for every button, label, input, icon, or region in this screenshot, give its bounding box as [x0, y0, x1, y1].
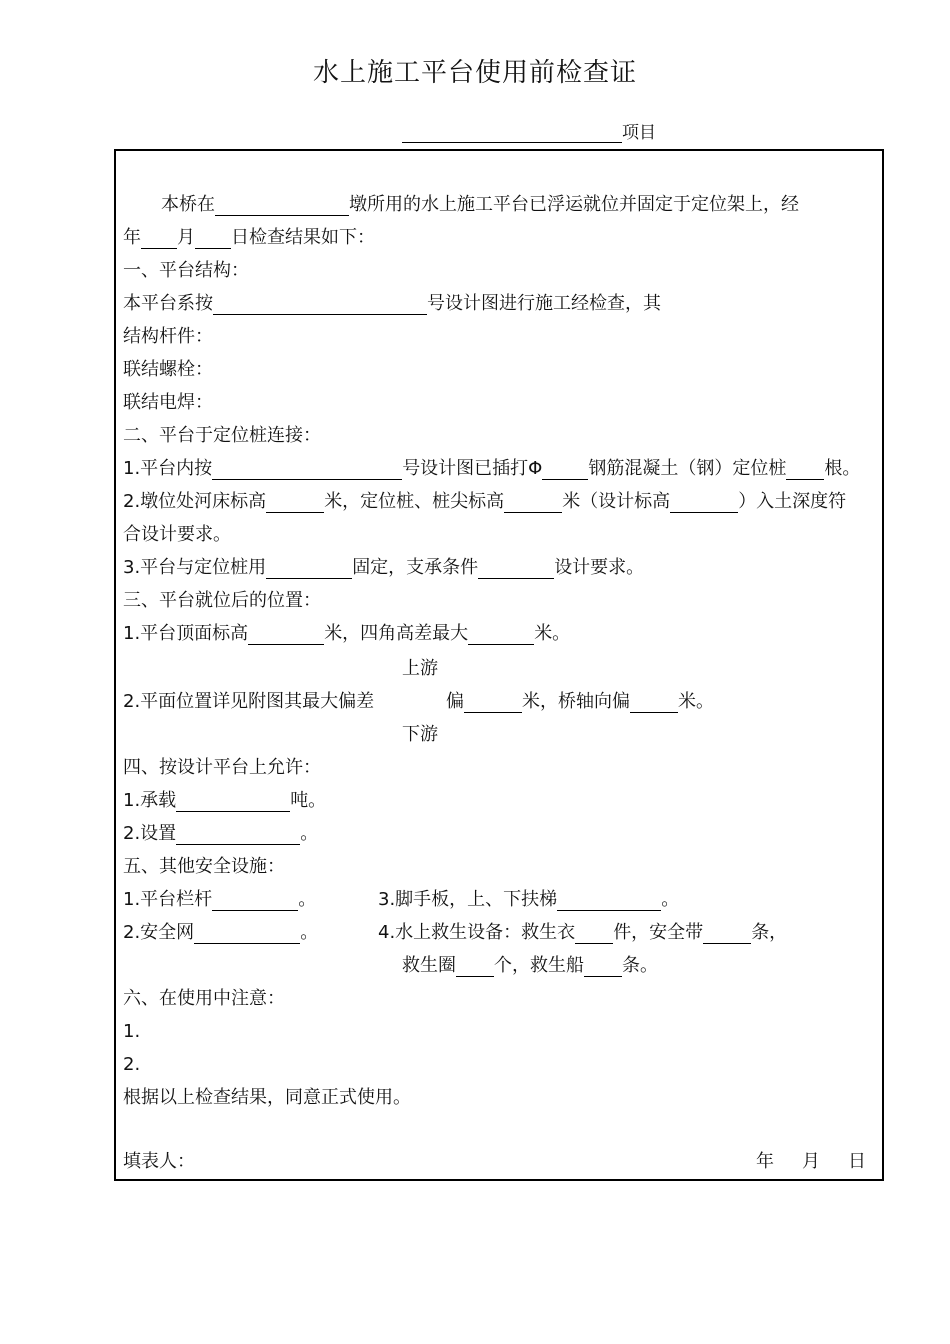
- s5-l2-b: 。: [300, 922, 319, 943]
- s2-l2-d: ）入土深度符: [738, 491, 847, 512]
- section-6-heading: 六、在使用中注意：: [123, 988, 285, 1009]
- s5-l4-c: 条，: [751, 922, 788, 943]
- s2-l2-b: 米，定位桩、桩尖标高: [324, 491, 505, 512]
- s2-l1-a: 1.平台内按: [123, 458, 213, 479]
- footer-year: 年: [756, 1151, 774, 1172]
- s2-l1-c: 钢筋混凝土（钢）定位桩: [588, 458, 787, 479]
- s1-design-line: [123, 290, 661, 318]
- intro-month: 月: [177, 227, 195, 248]
- s3-line-2: [123, 688, 374, 716]
- s3-downstream: 下游: [402, 724, 438, 745]
- s3-height-diff-blank[interactable]: [468, 622, 534, 645]
- footer-month: 月: [802, 1151, 820, 1172]
- s5-l2-a: 2.安全网: [123, 922, 195, 943]
- page-title: 水上施工平台使用前检查证: [312, 58, 637, 88]
- s2-l2-c: 米（设计标高: [562, 491, 671, 512]
- section-4-heading: 四、按设计平台上允许：: [123, 757, 321, 778]
- s5-l3-b: 。: [661, 889, 680, 910]
- s3-l1-a: 1.平台顶面标高: [123, 623, 249, 644]
- s3-offset-blank[interactable]: [464, 690, 522, 713]
- intro-year: 年: [123, 227, 141, 248]
- section-1-heading: 一、平台结构：: [123, 260, 249, 281]
- s5-safety-belt-blank[interactable]: [703, 921, 751, 944]
- s3-l1-c: 米。: [534, 623, 571, 644]
- year-blank[interactable]: [141, 226, 177, 249]
- s4-load-blank[interactable]: [176, 789, 290, 812]
- s6-item-1: 1.: [123, 1021, 141, 1042]
- s2-l2-a: 2.墩位处河床标高: [123, 491, 267, 512]
- s2-line-3: [123, 554, 644, 582]
- s5-line-4b: [402, 952, 658, 980]
- intro-line-1: [123, 191, 799, 219]
- section-3-heading: 三、平台就位后的位置：: [123, 590, 321, 611]
- s3-axial-offset-blank[interactable]: [630, 690, 678, 713]
- s2-tip-elev-blank[interactable]: [504, 490, 562, 513]
- s2-l1-d: 根。: [824, 458, 861, 479]
- s2-diameter-blank[interactable]: [542, 457, 588, 480]
- s5-net-blank[interactable]: [194, 921, 300, 944]
- s2-pile-count-blank[interactable]: [786, 457, 824, 480]
- footer-day: 日: [848, 1151, 866, 1172]
- s2-support-blank[interactable]: [478, 556, 554, 579]
- s3-line-2-right: [446, 688, 714, 716]
- s2-l3-a: 3.平台与定位桩用: [123, 557, 267, 578]
- s5-l3-a: 3.脚手板，上、下扶梯: [378, 889, 558, 910]
- s2-l3-b: 固定，支承条件: [352, 557, 479, 578]
- s2-l1-b: 号设计图已插打Φ: [402, 458, 543, 479]
- s4-l1-b: 吨。: [290, 790, 327, 811]
- s2-riverbed-elev-blank[interactable]: [266, 490, 324, 513]
- s4-l2-a: 2.设置: [123, 823, 177, 844]
- s5-l1-b: 。: [298, 889, 317, 910]
- s4-setting-blank[interactable]: [176, 822, 300, 845]
- s3-line-1: [123, 620, 570, 648]
- section-2-heading: 二、平台于定位桩连接：: [123, 425, 321, 446]
- conclusion: 根据以上检查结果，同意正式使用。: [123, 1087, 411, 1108]
- s5-l4-f: 条。: [622, 955, 658, 976]
- s6-item-2: 2.: [123, 1054, 141, 1075]
- s2-line-1: [123, 455, 860, 483]
- s1-welds: 联结电焊：: [123, 392, 213, 413]
- s3-l2-c: 米，桥轴向偏: [522, 691, 630, 712]
- s5-ladder-blank[interactable]: [557, 888, 661, 911]
- s5-lifejacket-blank[interactable]: [575, 921, 613, 944]
- s2-drawing-no-blank[interactable]: [212, 457, 402, 480]
- s5-l4-a: 4.水上救生设备：救生衣: [378, 922, 576, 943]
- s4-line-2: [123, 820, 318, 848]
- pier-blank[interactable]: [215, 193, 349, 216]
- s2-fixing-blank[interactable]: [266, 556, 352, 579]
- project-field: [402, 116, 656, 143]
- s1-design-a: 本平台系按: [123, 293, 213, 314]
- s5-line-2: [123, 919, 318, 947]
- s5-l4-b: 件，安全带: [613, 922, 704, 943]
- s5-lifebuoy-blank[interactable]: [456, 954, 494, 977]
- s1-bolts: 联结螺栓：: [123, 359, 213, 380]
- s3-top-elev-blank[interactable]: [248, 622, 324, 645]
- s5-lifeboat-blank[interactable]: [584, 954, 622, 977]
- s3-l2-b: 偏: [446, 691, 464, 712]
- s3-l1-b: 米，四角高差最大: [324, 623, 469, 644]
- intro-text-a: 本桥在: [161, 194, 215, 215]
- s5-l1-a: 1.平台栏杆: [123, 889, 213, 910]
- s4-l1-a: 1.承载: [123, 790, 177, 811]
- section-5-heading: 五、其他安全设施：: [123, 856, 285, 877]
- s5-l4-d: 救生圈: [402, 955, 456, 976]
- s3-l2-d: 米。: [678, 691, 714, 712]
- s5-l4-e: 个，救生船: [494, 955, 584, 976]
- month-blank[interactable]: [195, 226, 231, 249]
- s5-railing-blank[interactable]: [212, 888, 298, 911]
- s2-line-2b: 合设计要求。: [123, 524, 231, 545]
- filler-label: 填表人：: [123, 1151, 195, 1172]
- s4-line-1: [123, 787, 326, 815]
- intro-day: 日检查结果如下：: [231, 227, 375, 248]
- s1-members: 结构杆件：: [123, 326, 213, 347]
- s4-l2-b: 。: [300, 823, 319, 844]
- project-name-blank[interactable]: [402, 116, 622, 143]
- project-label: 项目: [622, 123, 656, 143]
- s1-design-b: 号设计图进行施工经检查，其: [427, 293, 661, 314]
- s3-upstream: 上游: [402, 658, 438, 679]
- footer-date: [756, 1148, 866, 1176]
- s5-line-3: [378, 886, 679, 914]
- intro-text-b: 墩所用的水上施工平台已浮运就位并固定于定位架上，经: [349, 194, 799, 215]
- intro-line-2: [123, 224, 375, 252]
- s1-drawing-no-blank[interactable]: [213, 292, 427, 315]
- s2-design-elev-blank[interactable]: [670, 490, 738, 513]
- s3-l2-a: 2.平面位置详见附图其最大偏差: [123, 691, 375, 712]
- s2-line-2: [123, 488, 846, 516]
- s2-l3-c: 设计要求。: [554, 557, 645, 578]
- s5-line-4: [378, 919, 787, 947]
- s5-line-1: [123, 886, 316, 914]
